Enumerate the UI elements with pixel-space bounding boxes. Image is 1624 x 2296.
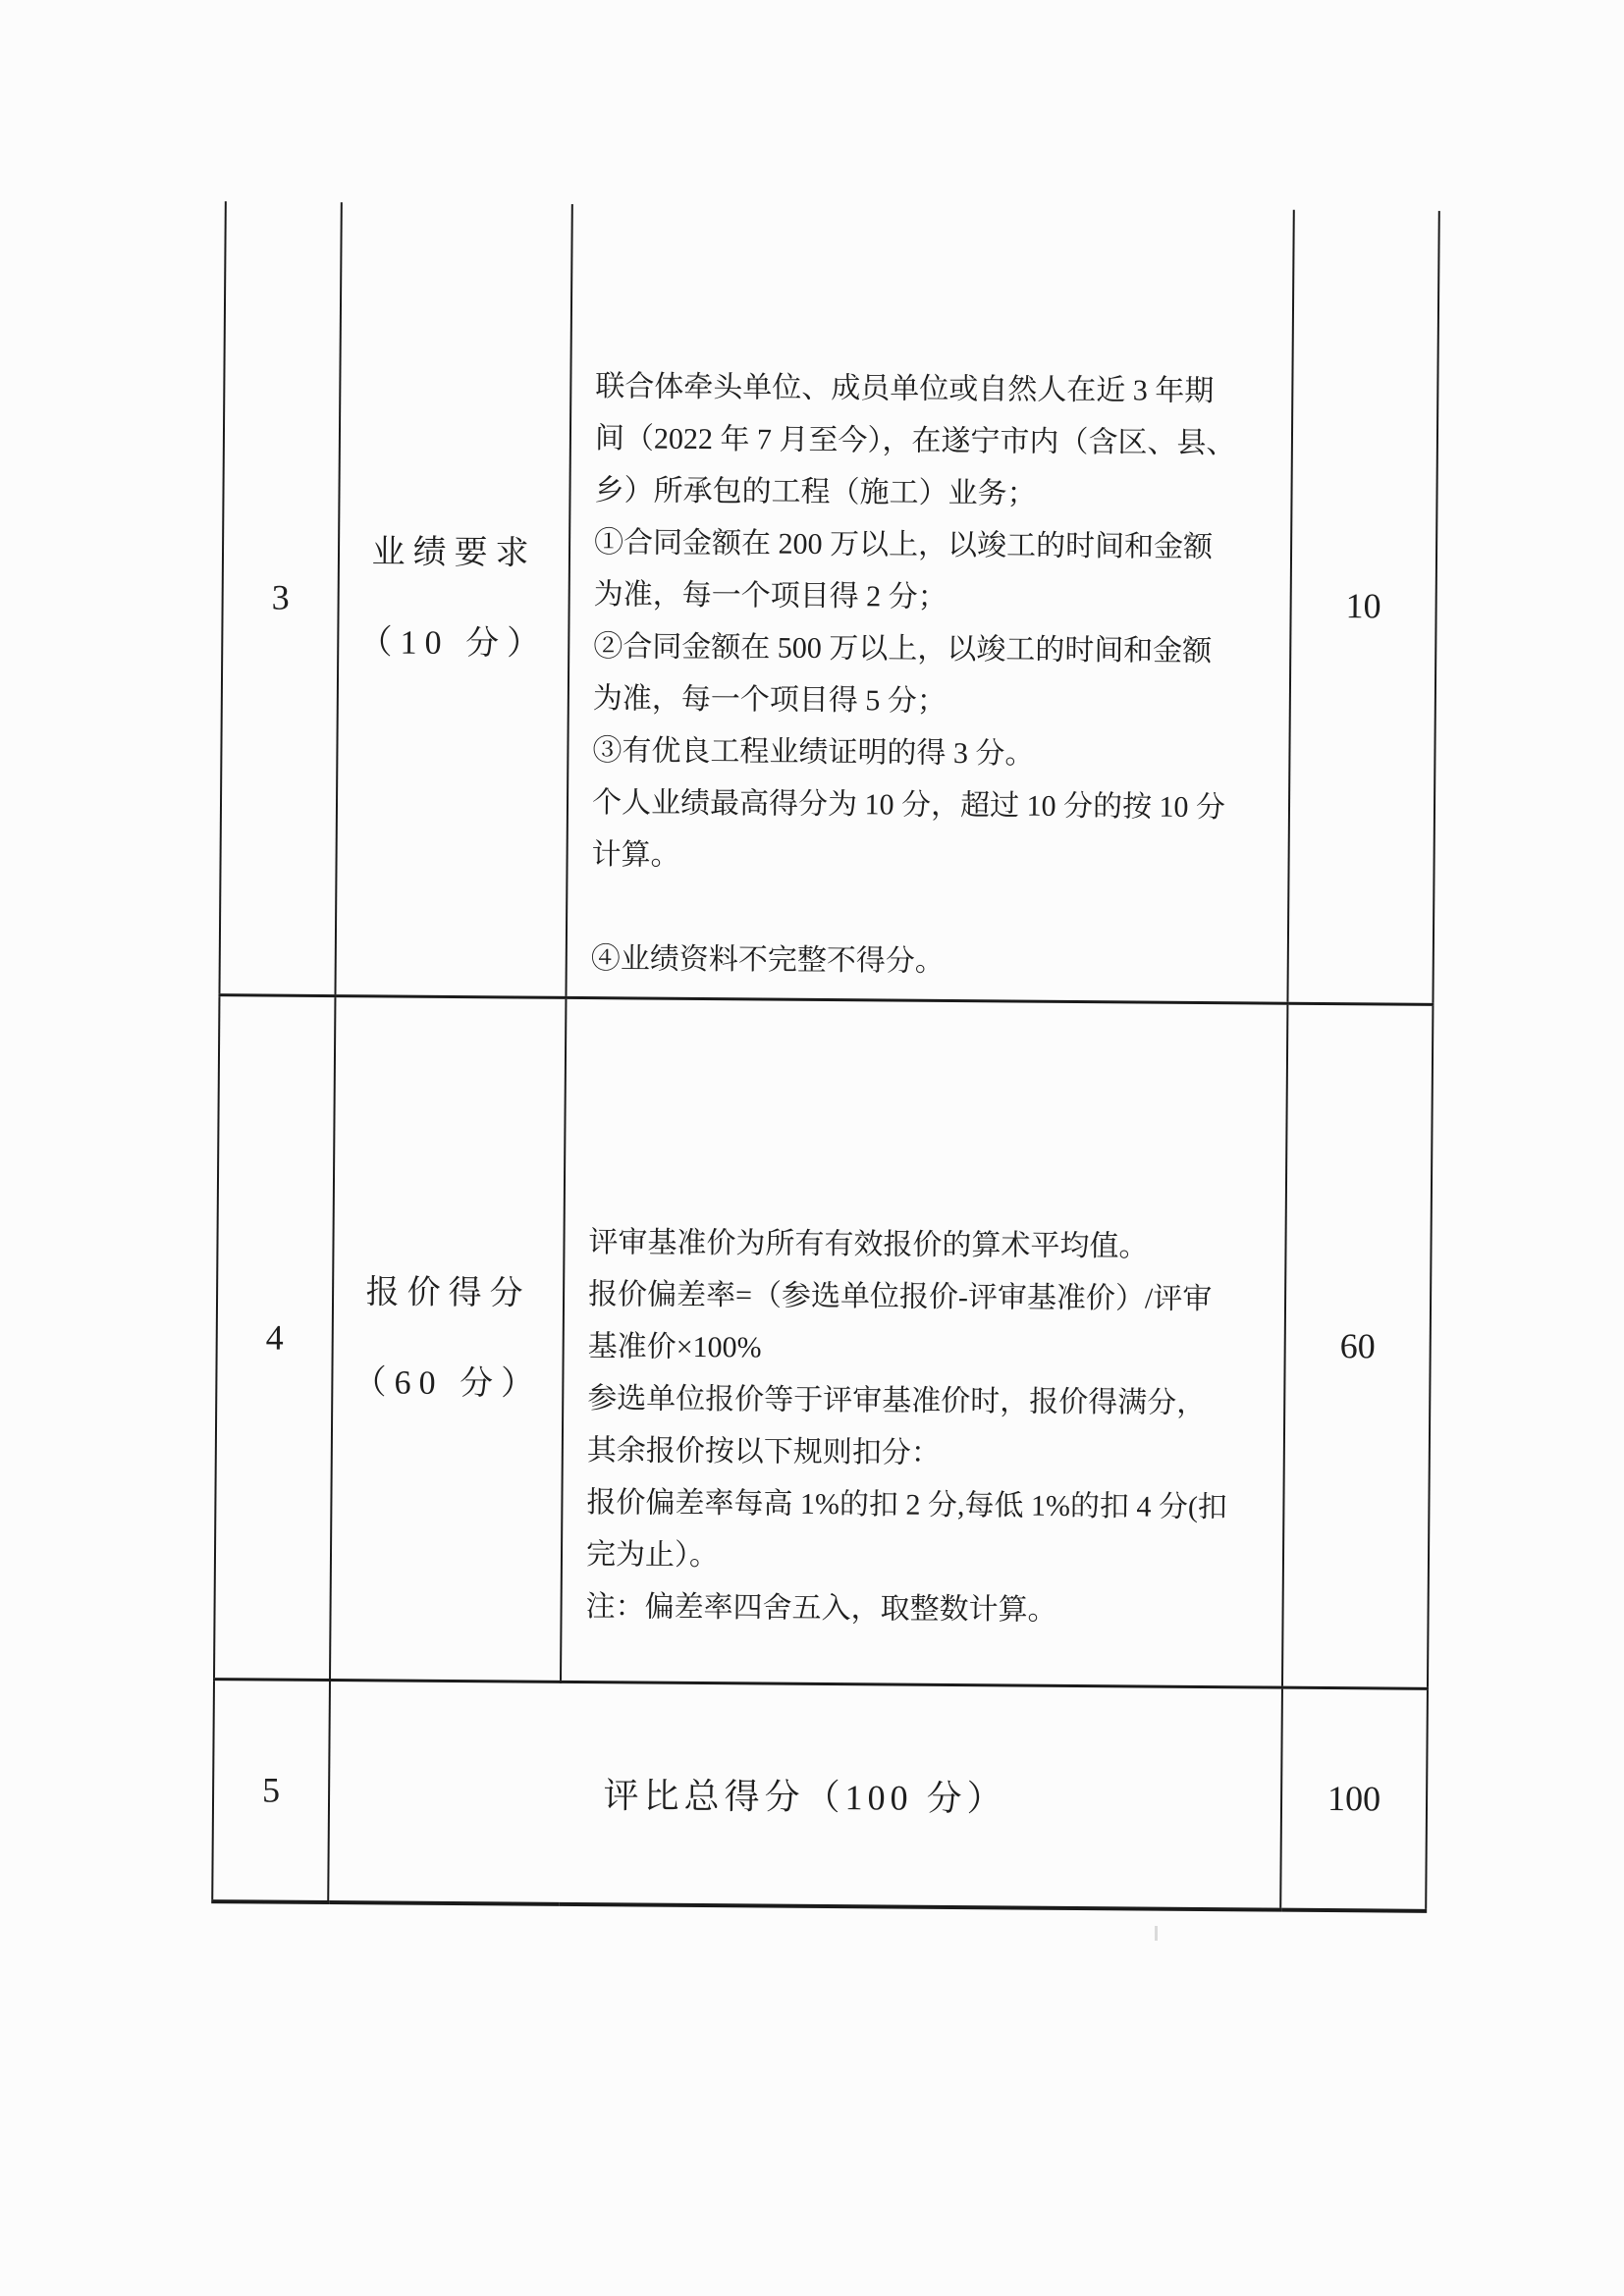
total-score-label: 评比总得分（100 分）: [328, 1680, 1282, 1910]
score-value: 60: [1282, 1003, 1433, 1688]
criteria-cell: [566, 204, 1293, 1003]
score-value: 100: [1280, 1687, 1428, 1911]
criteria-text: 联合体牵头单位、成员单位或自然人在近 3 年期 间（2022 年 7 月至今），在遂宁市内（含区、县、 乡）所承包的工程（施工）业务； ①合同金额在 200 万以上，以竣工的时间和金额 为准，每一个项目得 2 分； ②合同金额在 500 万以上，以竣工的时间和金额 为准，每一个项目得 5 分； ③有优良工程业绩证明的得 3 分。 个人业绩最高得分为 10 分，超过 10 分的按 10 分 计算。 ④业绩资料不完整不得分。: [590, 370, 1236, 979]
table-row-performance: [219, 201, 1438, 1004]
category-cell: [335, 202, 571, 997]
row-number: 4: [214, 994, 335, 1680]
row-number: 5: [212, 1679, 330, 1902]
category-cell: [330, 995, 566, 1682]
table-row-price: [214, 994, 1433, 1688]
category-label: 业绩要求 （10 分）: [358, 534, 549, 664]
row-number: 3: [219, 201, 341, 995]
score-value: 10: [1287, 210, 1438, 1004]
category-label: 报价得分 （60 分）: [352, 1273, 543, 1403]
table-row-total: [212, 1679, 1428, 1911]
evaluation-table: [211, 201, 1440, 1913]
scan-speck: [1155, 1926, 1158, 1941]
criteria-cell: [561, 997, 1287, 1687]
criteria-text: 评审基准价为所有有效报价的算术平均值。 报价偏差率=（参选单位报价-评审基准价）/评审 基准价×100% 参选单位报价等于评审基准价时，报价得满分， 其余报价按以下规则扣分： 报价偏差率每高 1%的扣 2 分,每低 1%的扣 4 分(扣 完为止）。 注：偏差率四舍五入，取整数计算。: [585, 1226, 1228, 1627]
